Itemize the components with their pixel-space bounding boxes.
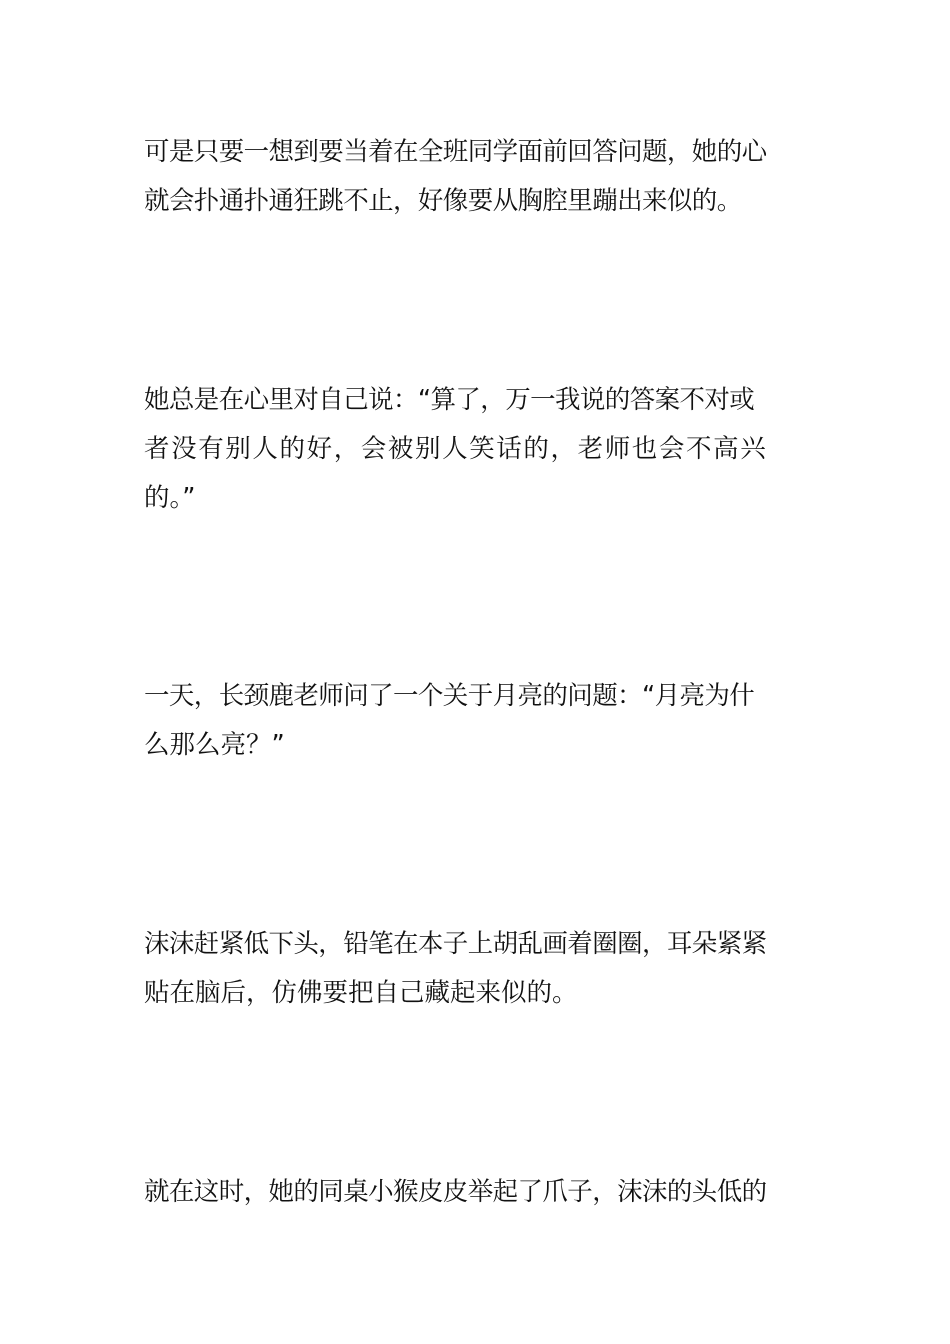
paragraph-line: 贴在脑后，仿佛要把自己藏起来似的。 (144, 978, 578, 1008)
paragraph-5 (144, 1168, 814, 1217)
paragraph-2 (144, 376, 814, 523)
paragraph-line: 就会扑通扑通狂跳不止，好像要从胸腔里蹦出来似的。 (144, 186, 742, 216)
paragraph-line: 者没有别人的好，会被别人笑话的，老师也会不高兴 (144, 434, 768, 464)
paragraph-line: 的。” (144, 483, 196, 513)
paragraph-line: 沫沫赶紧低下头，铅笔在本子上胡乱画着圈圈，耳朵紧紧 (144, 929, 767, 959)
paragraph-line: 就在这时，她的同桌小猴皮皮举起了爪子，沫沫的头低的 (144, 1177, 767, 1207)
paragraph-line: 一天，长颈鹿老师问了一个关于月亮的问题：“月亮为什 (144, 681, 755, 711)
paragraph-line: 她总是在心里对自己说：“算了，万一我说的答案不对或 (144, 385, 755, 415)
paragraph-4 (144, 920, 814, 1018)
paragraph-1 (144, 128, 814, 226)
paragraph-line: 可是只要一想到要当着在全班同学面前回答问题，她的心 (144, 137, 767, 167)
paragraph-line: 么那么亮？” (144, 730, 285, 760)
paragraph-3 (144, 672, 814, 770)
